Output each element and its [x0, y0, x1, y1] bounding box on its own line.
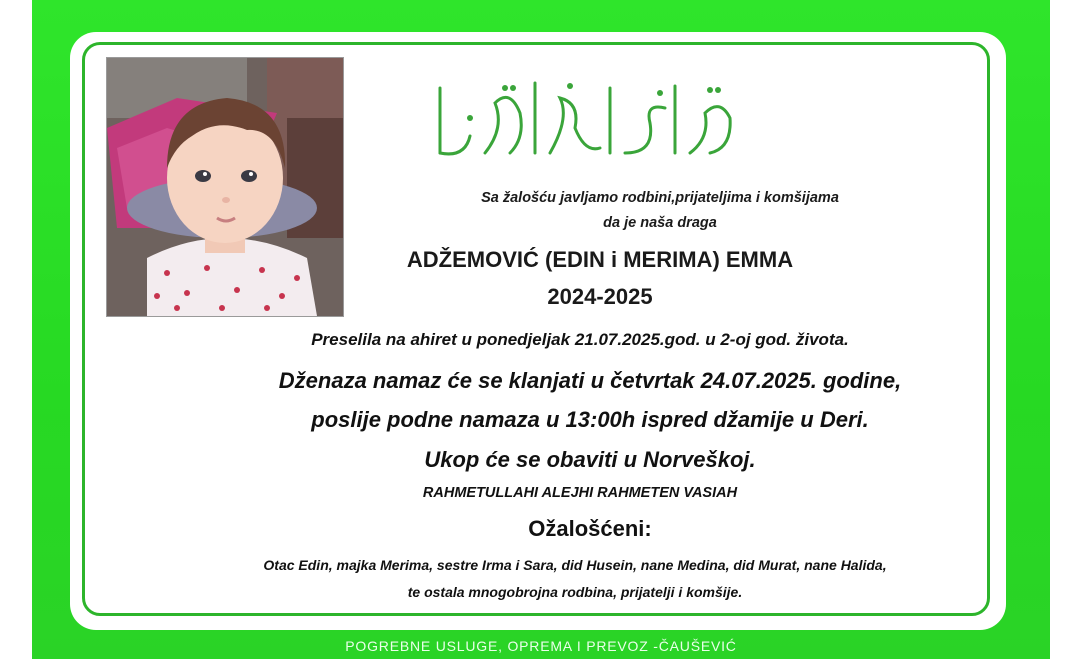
family-line-1: Otac Edin, majka Merima, sestre Irma i Sara, did Husein, nane Medina, did Murat, nane Halida, — [263, 557, 887, 573]
intro-line-1: Sa žalošću javljamo rodbini,prijateljima i komšijama — [481, 190, 839, 206]
deceased-name: ADŽEMOVIĆ (EDIN i MERIMA) EMMA — [406, 247, 794, 272]
arabic-calligraphy — [410, 58, 750, 168]
family-line-2: te ostala mnogobrojna rodbina, prijatelji i komšije. — [407, 584, 743, 600]
life-years: 2024-2025 — [547, 284, 653, 309]
burial-line: Ukop će se obaviti u Norveškoj. — [424, 447, 756, 472]
rahmet-dua: RAHMETULLAHI ALEJHI RAHMETEN VASIAH — [422, 485, 738, 501]
funeral-service-footer: POGREBNE USLUGE, OPREMA I PREVOZ -ČAUŠEVIĆ — [345, 638, 737, 654]
deceased-photo — [106, 57, 344, 317]
funeral-prayer-line-2: poslije podne namaza u 13:00h ispred džamije u Deri. — [311, 407, 869, 432]
intro-line-2: da je naša draga — [603, 215, 717, 231]
passed-away-line: Preselila na ahiret u ponedjeljak 21.07.2025.god. u 2-oj god. života. — [311, 330, 849, 349]
mourners-heading: Ožalošćeni: — [528, 516, 652, 541]
funeral-prayer-line-1: Dženaza namaz će se klanjati u četvrtak 24.07.2025. godine, — [278, 368, 902, 393]
